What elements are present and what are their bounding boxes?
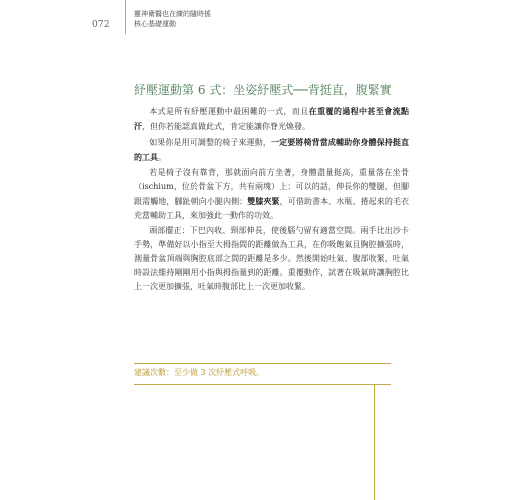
page-number: 072: [92, 20, 110, 30]
paragraph-2-text-2: 。: [158, 153, 166, 162]
paragraph-3-text-1: 若是椅子沒有靠背，那就面向前方坐著，身體盡量挺高，重量落在坐骨（ischium，位於骨盆下方，共有兩塊）上：可以的話，伸長你的雙腿，但腳跟需觸地，腳趾朝向小腿內側：: [134, 168, 409, 206]
paragraph-3-text-2: ，可借助書本、水瓶、捲起來的毛衣充當輔助工具，來加強此一動作的功效。: [134, 197, 410, 220]
paragraph-1-text-1: 本式是所有紓壓運動中最困難的一式，而且: [149, 107, 309, 116]
paragraph-1-text-2: ，但你若能認真做此式，肯定能讓你脊光煥發。: [142, 122, 310, 131]
paragraph-2-text-1: 如果你是用可調整的椅子來運動，: [149, 138, 272, 147]
paragraph-3-emphasis: 雙膝夾緊: [247, 196, 280, 206]
paragraph-2: [134, 135, 409, 165]
paragraph-1-emphasis: 在重覆的過程中甚至會流點汗: [134, 106, 410, 131]
note-top-rule: [134, 363, 391, 364]
paragraph-1: [134, 104, 409, 134]
body-text: [134, 104, 409, 295]
paragraph-4: [134, 224, 409, 294]
section-title: 紓壓運動第 6 式：坐姿紓壓式──背挺直，腹緊實: [134, 83, 392, 97]
running-head-line-1: 靈神衛醫也在練的隨時搖: [134, 10, 211, 18]
header-divider: [125, 0, 126, 34]
paragraph-2-emphasis: 一定要將椅背當成輔助你身體保持挺直的工具: [134, 137, 409, 162]
recommendation-note: 建議次數：至少做 3 次紓壓式呼吸。: [134, 368, 265, 377]
note-bottom-rule: [134, 384, 391, 385]
paragraph-4-text-1: 頭部擺正：下巴內收、頸部伸長，使後腦勺留有適當空間。兩手比出沙卡手勢，準備好以小指至大拇指間的距離做為工具，在你吸飽氣且胸腔擴張時，測量骨盆頂端與胸腔底部之間的距離是多少。然後開始吐氣、腹部收緊，吐氣時設法維持剛剛用小指與拇指量到的距離。重覆動作，試著在吸氣時讓胸腔比上一次更加擴張，吐氣時腹部比上一次更加收緊。: [134, 226, 409, 291]
running-head: [134, 9, 211, 29]
footer-divider: [374, 384, 375, 500]
paragraph-3: [134, 166, 409, 223]
running-head-line-2: 核心基礎運動: [134, 20, 176, 28]
